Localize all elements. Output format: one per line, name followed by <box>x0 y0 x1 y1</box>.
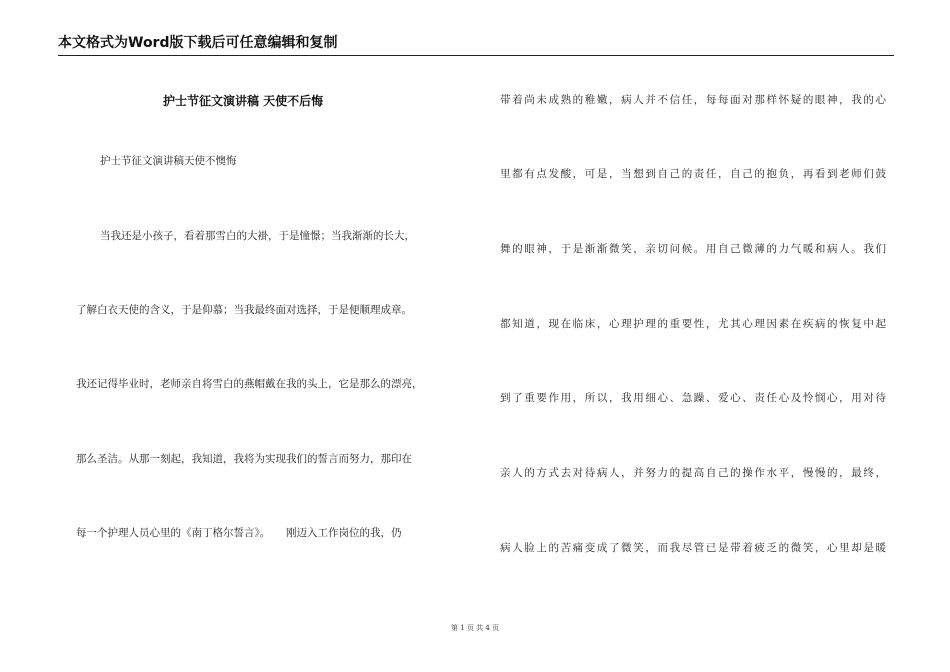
right-paragraph-line: 里都有点发酸，可是，当想到自己的责任，自己的抱负，再看到老师们鼓 <box>500 168 886 180</box>
left-paragraph-line: 那么圣洁。从那一刻起，我知道，我将为实现我们的誓言而努力，那印在 <box>76 453 412 465</box>
right-paragraph-line: 舞的眼神，于是渐渐微笑，亲切问候。用自己微薄的力气暖和病人。我们 <box>500 243 886 255</box>
left-paragraph-line: 了解白衣天使的含义，于是仰慕；当我最终面对选择，于是便顺理成章。 <box>76 304 412 316</box>
page-number-footer: 第 1 页 共 4 页 <box>450 624 500 632</box>
document-title: 护士节征文演讲稿 天使不后悔 <box>163 94 324 108</box>
left-paragraph-line: 护士节征文演讲稿天使不懊悔 <box>100 155 237 167</box>
right-paragraph-line: 都知道，现在临床，心理护理的重要性，尤其心理因素在疾病的恢复中起 <box>500 318 886 330</box>
right-paragraph-line: 带着尚未成熟的稚嫩，病人并不信任，每每面对那样怀疑的眼神，我的心 <box>500 94 886 106</box>
page-header-title: 本文格式为Word版下载后可任意编辑和复制 <box>58 35 338 51</box>
left-paragraph-line: 每一个护理人员心里的《南丁格尔誓言》。 刚迈入工作岗位的我，仍 <box>76 527 402 539</box>
right-paragraph-line: 亲人的方式去对待病人，并努力的提高自己的操作水平，慢慢的，最终， <box>500 467 886 479</box>
left-paragraph-line: 当我还是小孩子，看着那雪白的大褂，于是憧憬；当我渐渐的长大， <box>100 230 415 242</box>
right-paragraph-line: 病人脸上的苦痛变成了微笑，而我尽管已是带着疲乏的微笑，心里却是暖 <box>500 542 886 554</box>
right-paragraph-line: 到了重要作用，所以，我用细心、急躁、爱心、责任心及怜悯心，用对待 <box>500 392 886 404</box>
header-divider <box>58 55 894 56</box>
left-paragraph-line: 我还记得毕业时，老师亲自将雪白的燕帽戴在我的头上，它是那么的漂亮， <box>76 378 423 390</box>
